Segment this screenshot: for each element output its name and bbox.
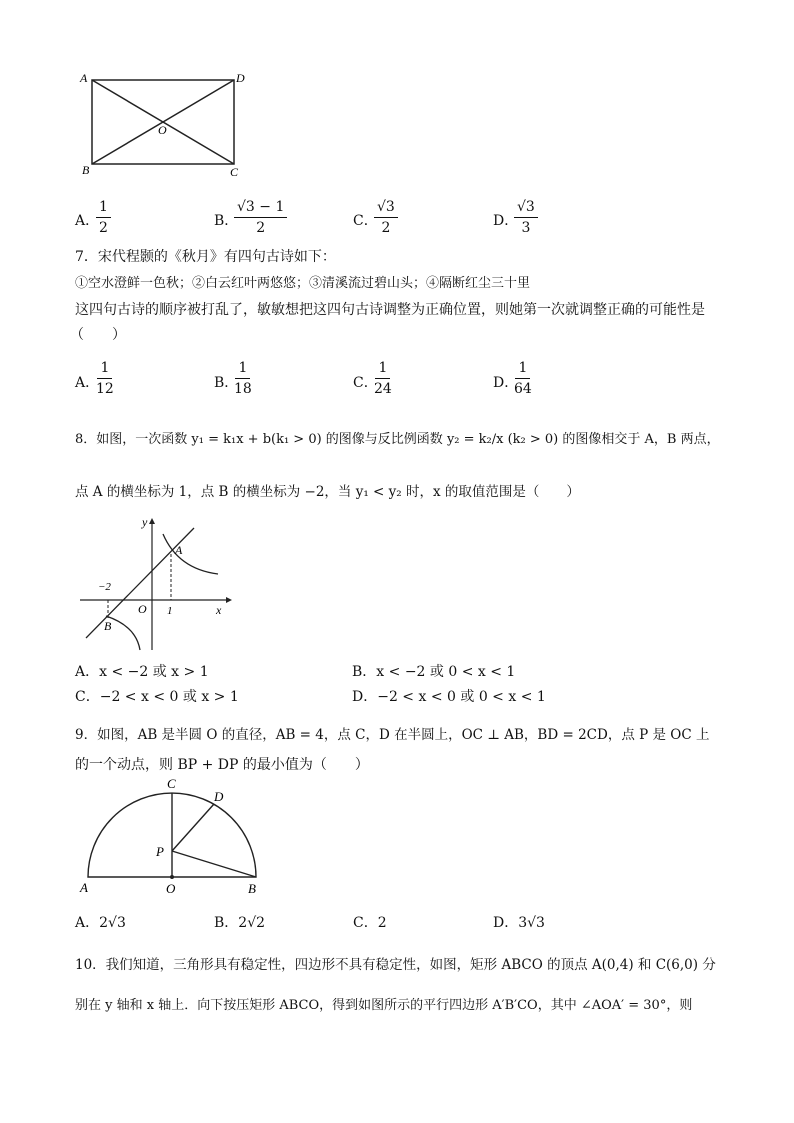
- q7-option-c-value: $\frac{1}{24}$: [374, 360, 392, 397]
- q8-option-c[interactable]: C．−2 < x < 0 或 x > 1: [75, 689, 239, 705]
- label-D: D: [214, 789, 224, 804]
- q6-option-d-label[interactable]: D．: [493, 213, 519, 229]
- q9-option-c[interactable]: C．2: [353, 915, 387, 931]
- q6-option-a-label[interactable]: A．: [75, 213, 100, 229]
- label-O: O: [158, 123, 167, 137]
- q7-question: 这四句古诗的顺序被打乱了，敏敏想把这四句古诗调整为正确位置，则她第一次就调整正确的可能性是: [75, 302, 705, 318]
- q10-stem-continued: 别在 y 轴和 x 轴上．向下按压矩形 ABCO，得到如图所示的平行四边形 A′B′CO，其中 ∠AOA′ = 30°，则: [75, 998, 693, 1013]
- q8-stem-continued: 点 A 的横坐标为 1，点 B 的横坐标为 −2，当 y₁ < y₂ 时，x 的取值范围是（ ）: [75, 484, 580, 500]
- q6-option-b-label[interactable]: B．: [214, 213, 239, 229]
- q7-answer-blank: （ ）: [70, 327, 126, 343]
- label-O: O: [166, 881, 176, 896]
- q7-poem-lines: ①空水澄鲜一色秋；②白云红叶两悠悠；③清溪流过碧山头；④隔断红尘三十里: [75, 276, 531, 291]
- q7-option-b-value: $\frac{1}{18}$: [234, 360, 252, 397]
- label-C: C: [167, 776, 176, 791]
- q9-option-a[interactable]: A．2√3: [75, 915, 126, 931]
- label-B: B: [248, 881, 256, 896]
- axis-label-x: x: [216, 603, 222, 617]
- q7-option-a-label[interactable]: A．: [75, 375, 100, 391]
- q9-option-b[interactable]: B．2√2: [214, 915, 266, 931]
- q7-stem: 7．宋代程颢的《秋月》有四句古诗如下：: [75, 249, 336, 265]
- function-graph-figure: [78, 514, 238, 652]
- q8-option-a[interactable]: A．x < −2 或 x > 1: [75, 664, 209, 680]
- label-C: C: [230, 165, 239, 179]
- label-D: D: [236, 71, 245, 85]
- q10-stem: 10．我们知道，三角形具有稳定性，四边形不具有稳定性，如图，矩形 ABCO 的顶点 A(0,4) 和 C(6,0) 分: [75, 957, 716, 973]
- q8-option-d[interactable]: D．−2 < x < 0 或 0 < x < 1: [352, 689, 546, 705]
- q6-option-c-label[interactable]: C．: [353, 213, 378, 229]
- q6-option-c-value: $\frac{√3}{2}$: [374, 199, 398, 236]
- q7-option-d-value: $\frac{1}{64}$: [514, 360, 532, 397]
- q7-option-a-value: $\frac{1}{12}$: [96, 360, 114, 397]
- point-A-label: A: [175, 543, 183, 557]
- q6-option-b-value: $\frac{√3 - 1}{2}$: [234, 199, 287, 236]
- q6-option-d-value: $\frac{√3}{3}$: [514, 199, 538, 236]
- label-B: B: [82, 163, 90, 177]
- origin-label: O: [138, 602, 147, 616]
- q7-option-b-label[interactable]: B．: [214, 375, 239, 391]
- q7-option-c-label[interactable]: C．: [353, 375, 378, 391]
- label-A: A: [80, 880, 88, 895]
- axis-label-y: y: [142, 515, 148, 529]
- q6-option-a-value: $\frac{1}{2}$: [96, 199, 111, 236]
- q9-stem: 9．如图，AB 是半圆 O 的直径，AB = 4，点 C，D 在半圆上，OC ⊥ AB，BD = 2CD，点 P 是 OC 上: [75, 727, 710, 743]
- q7-option-d-label[interactable]: D．: [493, 375, 519, 391]
- point-B-label: B: [104, 619, 112, 633]
- q8-stem: 8．如图，一次函数 y₁ = k₁x + b(k₁ > 0) 的图像与反比例函数 y₂ = k₂/x (k₂ > 0) 的图像相交于 A，B 两点，: [75, 432, 720, 447]
- q9-option-d[interactable]: D．3√3: [493, 915, 545, 931]
- tick-neg2-label: −2: [98, 581, 111, 593]
- tick-1-label: 1: [167, 605, 173, 617]
- semicircle-figure: [76, 774, 272, 898]
- rectangle-figure: [78, 68, 248, 180]
- q9-stem-continued: 的一个动点，则 BP + DP 的最小值为（ ）: [75, 757, 369, 773]
- label-P: P: [156, 844, 164, 859]
- label-A: A: [80, 71, 88, 85]
- q8-option-b[interactable]: B．x < −2 或 0 < x < 1: [352, 664, 516, 680]
